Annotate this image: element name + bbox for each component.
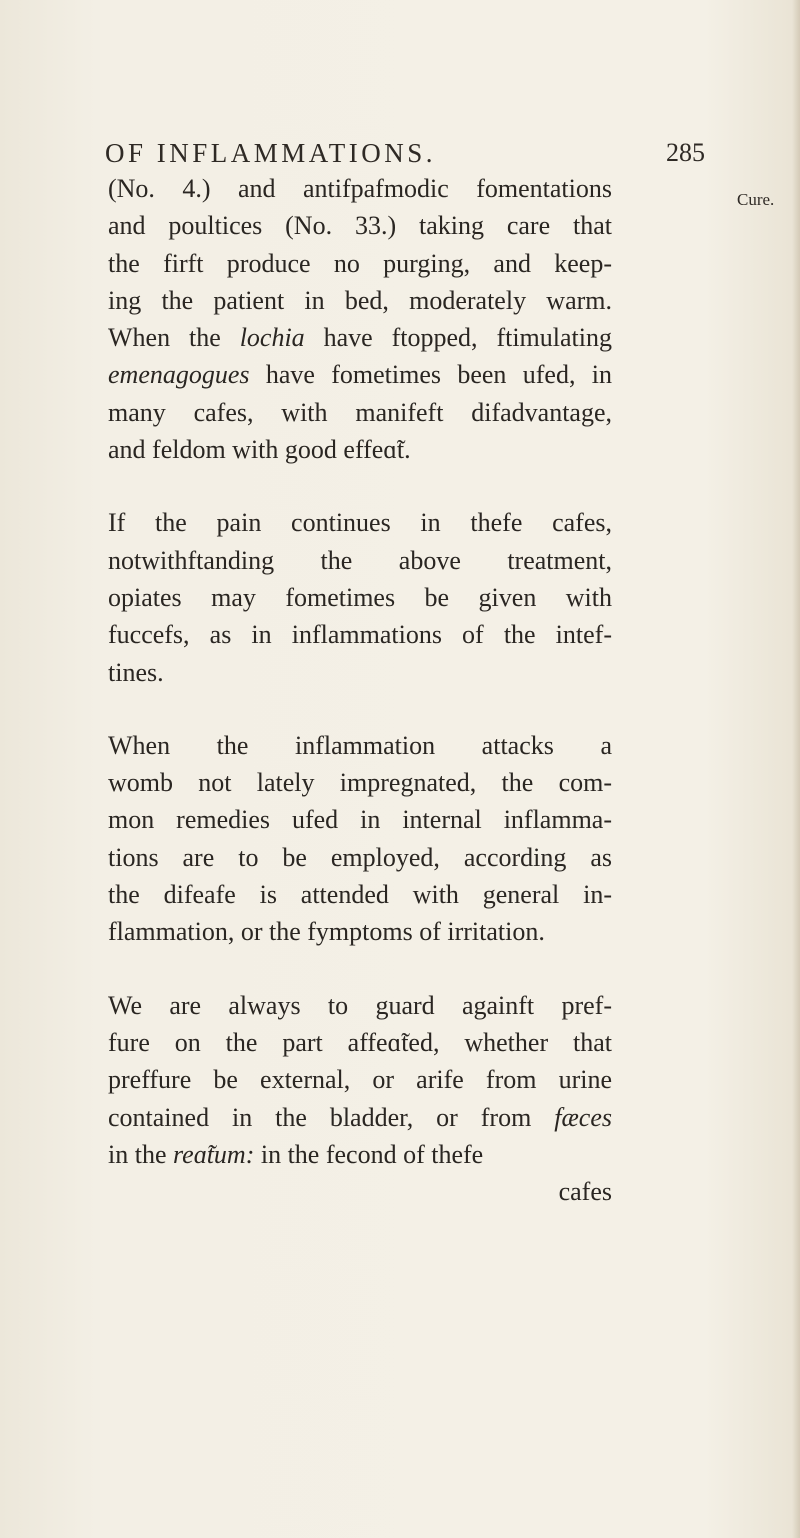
text-line: [108, 207, 612, 244]
text-line: [108, 876, 612, 913]
text-line: [108, 616, 612, 653]
text-run: fure on the part affeɑ̃ted, whether that: [108, 1027, 612, 1057]
text-line: [108, 839, 612, 876]
paragraph: [108, 987, 728, 1173]
text-run: ing the patient in bed, moderately warm.: [108, 285, 612, 315]
text-run: in the fecond of thefe: [254, 1139, 484, 1169]
text-line: [108, 1099, 612, 1136]
text-line: [108, 1024, 612, 1061]
italic-term: lochia: [239, 323, 305, 353]
body-text: [108, 170, 728, 1210]
text-line: [108, 542, 612, 579]
text-run: When the inflammation attacks a: [108, 730, 612, 760]
text-run: contained in the bladder, or from: [108, 1102, 555, 1132]
text-run: womb not lately impregnated, the com-: [108, 768, 612, 798]
text-run: have fometimes been ufed, in: [249, 360, 612, 390]
text-line: [108, 727, 612, 764]
text-run: in the: [108, 1139, 173, 1169]
text-run: mon remedies ufed in internal inflamma-: [108, 805, 612, 835]
text-run: tines.: [108, 657, 164, 687]
catchword: cafes: [558, 1177, 612, 1207]
text-run: the difeafe is attended with general in-: [108, 880, 612, 910]
text-run: We are always to guard againft pref-: [108, 990, 612, 1020]
text-run: If the pain continues in thefe cafes,: [108, 508, 612, 538]
paragraph: [108, 170, 728, 468]
text-run: flammation, or the fymptoms of irritation.: [108, 917, 545, 947]
text-run: have ftopped, ftimulating: [304, 323, 612, 353]
text-run: preffure be external, or arife from urine: [108, 1065, 612, 1095]
margin-note: Cure.: [737, 190, 775, 209]
text-line: [108, 282, 612, 319]
text-line: [108, 654, 612, 691]
page-edge-shadow: [792, 0, 800, 1538]
text-run: (No. 4.) and antifpafmodic fomentations: [108, 174, 612, 203]
paragraph: [108, 504, 728, 690]
page-number: 285: [666, 138, 705, 167]
text-line: [108, 170, 612, 207]
text-run: fuccefs, as in inflammations of the intef-: [108, 620, 612, 650]
text-line: [108, 431, 612, 468]
text-line: [108, 801, 612, 838]
text-run: many cafes, with manifeft difadvantage,: [108, 397, 612, 427]
text-line: [108, 1136, 612, 1173]
text-run: the firft produce no purging, and keep-: [108, 248, 612, 278]
italic-term: fæces: [554, 1102, 612, 1132]
text-line: [108, 504, 612, 541]
running-head: OF INFLAMMATIONS.: [105, 138, 437, 168]
text-line: [108, 245, 612, 282]
text-line: [108, 987, 612, 1024]
paragraph: [108, 727, 728, 951]
text-line: [108, 356, 612, 393]
text-line: [108, 764, 612, 801]
text-line: [108, 319, 612, 356]
text-run: and poultices (No. 33.) taking care that: [108, 211, 612, 241]
text-line: [108, 913, 612, 950]
italic-term: emenagogues: [108, 360, 250, 390]
text-run: When the: [108, 323, 240, 353]
text-run: tions are to be employed, according as: [108, 842, 612, 872]
italic-term: reɑ̃tum:: [173, 1139, 255, 1169]
text-line: [108, 579, 612, 616]
text-run: notwithftanding the above treatment,: [108, 545, 612, 575]
text-line: [108, 1061, 612, 1098]
text-run: and feldom with good effeɑ̃t.: [108, 435, 411, 465]
text-run: opiates may fometimes be given with: [108, 582, 612, 612]
text-line: [108, 394, 612, 431]
